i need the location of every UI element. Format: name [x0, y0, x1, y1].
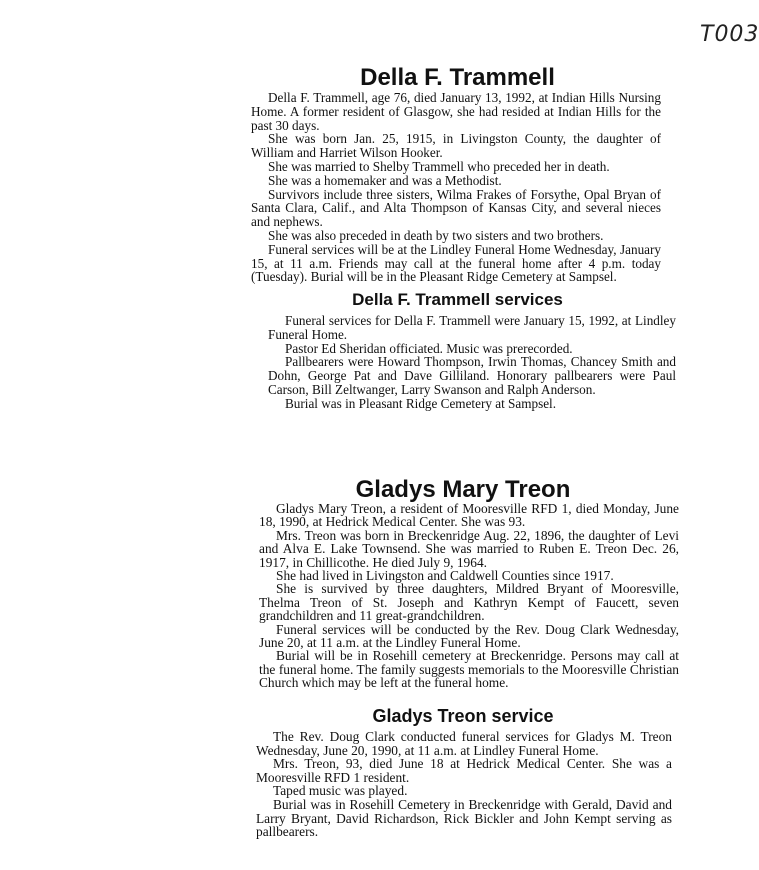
service-body-trammell: [268, 314, 676, 411]
paragraph: Burial will be in Rosehill cemetery at Breckenridge. Persons may call at the funeral home. The family suggests memorials to the Mooresville Christian Church which may be left at the funeral home.: [259, 648, 679, 691]
paragraph: Funeral services for Della F. Trammell were January 15, 1992, at Lindley Funeral Home.: [268, 313, 676, 342]
obituary-title-treon: Gladys Mary Treon: [355, 476, 571, 503]
paragraph: Mrs. Treon was born in Breckenridge Aug. 22, 1896, the daughter of Levi and Alva E. Lake Townsend. She was married to Ruben E. Treon Dec. 26, 1917, in Chillicothe. He died July 9, 1964.: [259, 527, 679, 570]
page-id-label: T003: [700, 22, 759, 47]
paragraph: She had lived in Livingston and Caldwell Counties since 1917.: [276, 568, 614, 584]
paragraph: Burial was in Pleasant Ridge Cemetery at Sampsel.: [285, 395, 557, 411]
paragraph: The Rev. Doug Clark conducted funeral services for Gladys M. Treon Wednesday, June 20, 1990, at 11 a.m. at Lindley Funeral Home.: [256, 729, 672, 758]
service-title-treon: Gladys Treon service: [372, 706, 554, 726]
paragraph: Pallbearers were Howard Thompson, Irwin Thomas, Chancey Smith and Dohn, George Pat and Dave Gilliland. Honorary pallbearers were Paul Carson, Bill Zeltwanger, Larry Swanson and Ralph Anderson.: [268, 354, 676, 397]
service-body-treon: [256, 730, 672, 839]
paragraph: Survivors include three sisters, Wilma Frakes of Forsythe, Opal Bryan of Santa Clara, Calif., and Alta Thompson of Kansas City, and several nieces and nephews.: [251, 186, 661, 230]
paragraph: Pastor Ed Sheridan officiated. Music was prerecorded.: [285, 340, 573, 356]
paragraph: Gladys Mary Treon, a resident of Mooresville RFD 1, died Monday, June 18, 1990, at Hedrick Medical Center. She was 93.: [259, 501, 679, 530]
paragraph: Funeral services will be conducted by the Rev. Doug Clark Wednesday, June 20, at 11 a.m. at the Lindley Funeral Home.: [259, 621, 679, 651]
paragraph: She was a homemaker and was a Methodist.: [268, 172, 502, 188]
paragraph: She is survived by three daughters, Mildred Bryant of Mooresville, Thelma Treon of St. Joseph and Kathryn Kempt of Faucett, seven grandchildren and 11 great-grandchildren.: [259, 581, 679, 624]
paragraph: She was born Jan. 25, 1915, in Livingston County, the daughter of William and Harriet Wilson Hooker.: [251, 131, 661, 161]
paragraph: She was married to Shelby Trammell who preceded her in death.: [268, 158, 610, 174]
paragraph: She was also preceded in death by two sisters and two brothers.: [268, 227, 604, 243]
service-title-trammell: Della F. Trammell services: [352, 290, 563, 309]
paragraph: Funeral services will be at the Lindley Funeral Home Wednesday, January 15, at 11 a.m. Friends may call at the funeral home after 4 p.m. today (Tuesday). Burial will be in the Pleasant Ridge Cemetery at Sampsel.: [251, 241, 661, 285]
paragraph: Taped music was played.: [273, 783, 408, 799]
paragraph: Burial was in Rosehill Cemetery in Breckenridge with Gerald, David and Larry Bryant, David Richardson, Rick Bickler and John Kempt serving as pallbearers.: [256, 796, 672, 840]
obituary-title-trammell: Della F. Trammell: [360, 64, 555, 91]
paragraph: Mrs. Treon, 93, died June 18 at Hedrick Medical Center. She was a Mooresville RFD 1 resident.: [256, 756, 672, 785]
obituary-body-treon: [259, 502, 679, 690]
paragraph: Della F. Trammell, age 76, died January 13, 1992, at Indian Hills Nursing Home. A former resident of Glasgow, she had resided at Indian Hills for the past 30 days.: [251, 91, 661, 133]
obituary-body-trammell: [251, 91, 661, 288]
